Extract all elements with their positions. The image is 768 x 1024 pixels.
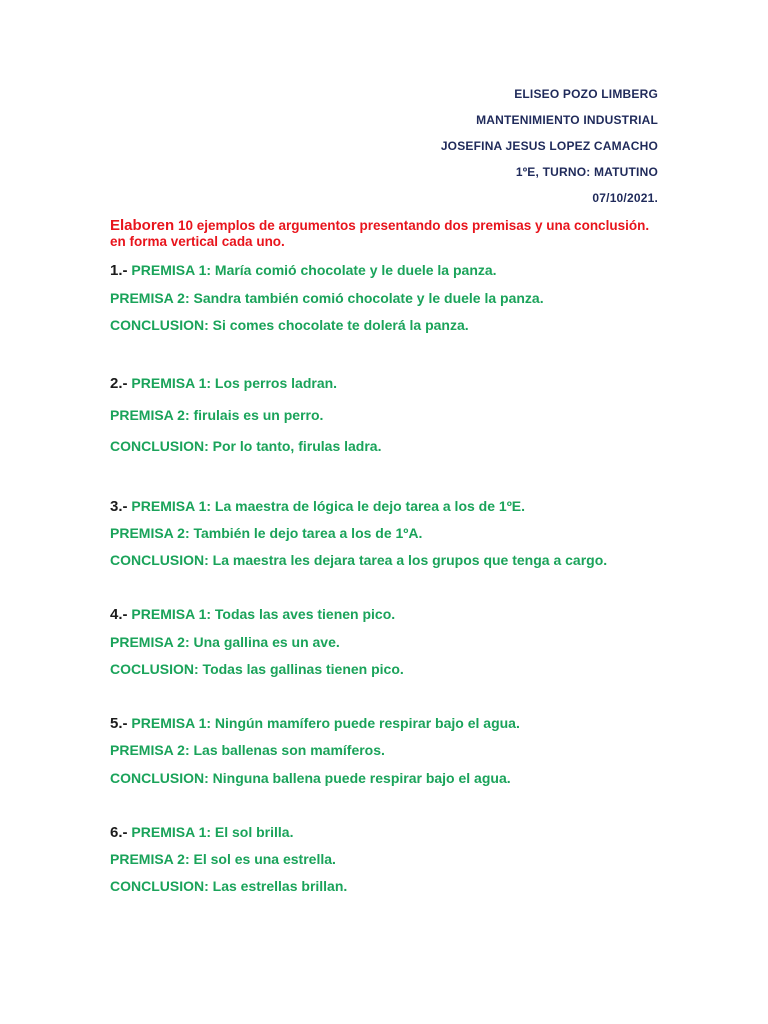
example-5-premise-1 <box>110 715 520 732</box>
premise-text: PREMISA 1: Los perros ladran. <box>131 375 338 391</box>
instruction-line2: en forma vertical cada uno. <box>110 234 285 249</box>
premise-text: PREMISA 1: Ningún mamífero puede respirar bajo el agua. <box>131 715 520 731</box>
premise-text: PREMISA 1: El sol brilla. <box>131 824 294 840</box>
example-number: 6.- <box>110 824 128 841</box>
example-6-premise-1 <box>110 824 293 841</box>
career-name: MANTENIMIENTO INDUSTRIAL <box>476 113 658 127</box>
example-5-premise-2: PREMISA 2: Las ballenas son mamíferos. <box>110 742 385 758</box>
example-number: 5.- <box>110 715 128 732</box>
instruction-rest: 10 ejemplos de argumentos presentando dos premisas y una conclusión. <box>174 218 650 233</box>
document-date: 07/10/2021. <box>592 191 658 205</box>
example-5-conclusion: CONCLUSION: Ninguna ballena puede respirar bajo el agua. <box>110 770 511 786</box>
example-number: 4.- <box>110 606 128 623</box>
example-2-premise-2: PREMISA 2: firulais es un perro. <box>110 407 324 423</box>
example-2-premise-1 <box>110 375 337 392</box>
example-number: 3.- <box>110 498 128 515</box>
example-3-conclusion: CONCLUSION: La maestra les dejara tarea a los grupos que tenga a cargo. <box>110 552 608 568</box>
example-2-conclusion: CONCLUSION: Por lo tanto, firulas ladra. <box>110 438 382 454</box>
author-name: ELISEO POZO LIMBERG <box>514 87 658 101</box>
premise-text: PREMISA 1: La maestra de lógica le dejo tarea a los de 1ºE. <box>131 498 526 514</box>
premise-text: PREMISA 1: Todas las aves tienen pico. <box>131 606 396 622</box>
example-number: 1.- <box>110 262 128 279</box>
example-6-conclusion: CONCLUSION: Las estrellas brillan. <box>110 878 348 894</box>
example-3-premise-2: PREMISA 2: También le dejo tarea a los de 1ºA. <box>110 525 423 541</box>
example-4-premise-2: PREMISA 2: Una gallina es un ave. <box>110 634 340 650</box>
example-6-premise-2: PREMISA 2: El sol es una estrella. <box>110 851 336 867</box>
example-3-premise-1 <box>110 498 525 515</box>
example-4-conclusion: COCLUSION: Todas las gallinas tienen pico. <box>110 661 404 677</box>
instruction-text <box>110 218 670 250</box>
example-number: 2.- <box>110 375 128 392</box>
example-1-premise-1 <box>110 262 497 279</box>
premise-text: PREMISA 1: María comió chocolate y le duele la panza. <box>131 262 497 278</box>
example-4-premise-1 <box>110 606 395 623</box>
instruction-first-word: Elaboren <box>110 217 175 234</box>
teacher-name: JOSEFINA JESUS LOPEZ CAMACHO <box>440 139 658 153</box>
example-1-conclusion: CONCLUSION: Si comes chocolate te dolerá la panza. <box>110 317 469 333</box>
group-shift: 1ºE, TURNO: MATUTINO <box>515 165 658 179</box>
example-1-premise-2: PREMISA 2: Sandra también comió chocolate y le duele la panza. <box>110 290 544 306</box>
